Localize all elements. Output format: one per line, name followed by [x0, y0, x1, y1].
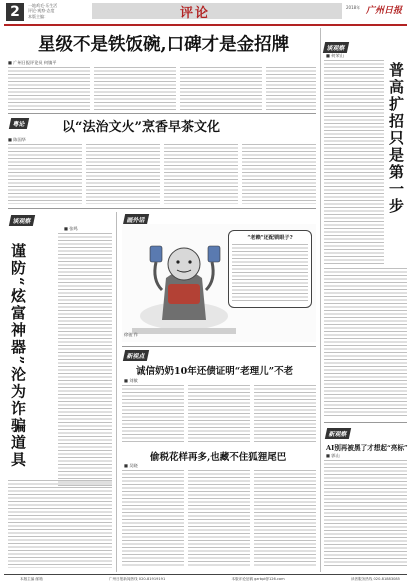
section-tag: 粤论: [9, 118, 29, 129]
middle-body: [242, 144, 316, 204]
story-two-byline: ■ 吴晓: [124, 463, 138, 468]
story-one-body: [254, 385, 316, 443]
kicker-line: 本版主编：: [28, 13, 48, 19]
story-one-title: 诚信奶奶10年还债证明“老理儿”不老: [136, 366, 294, 377]
divider: [122, 346, 316, 347]
right-column-title: 普高扩招只是第一步: [387, 62, 405, 215]
left-column-title: 谨防“炫富神器”沦为诈骗道具: [9, 243, 27, 469]
section-tag: 新观察: [325, 428, 351, 439]
lead-body: [266, 67, 316, 110]
footer-item: 本版评论征稿 gzrbpl@126.com: [231, 577, 285, 581]
section-title: 评论: [180, 6, 211, 21]
middle-title: 以“法治文火”烹香早茶文化: [62, 120, 220, 135]
masthead: [0, 0, 411, 24]
story-one-body: [188, 385, 250, 443]
divider: [8, 113, 316, 114]
footer-rule: [4, 574, 407, 575]
cartoon-caption: 徐骏 作: [124, 332, 138, 337]
masthead-date: 2018年: [346, 5, 361, 10]
paper-logo: 广州日报: [366, 6, 403, 16]
masthead-rule: [4, 24, 407, 26]
right-column-body: [324, 268, 407, 418]
column-divider: [116, 212, 117, 572]
left-column-byline: ■ 张鸣: [64, 226, 78, 231]
left-column-body: [58, 233, 112, 488]
right-column-body: [324, 60, 384, 265]
masthead-kicker: [28, 3, 57, 19]
right-bottom-title: AI别再被黑了才想起“亮标”: [326, 444, 408, 452]
middle-byline: ■ 陈国华: [8, 137, 26, 142]
divider: [324, 422, 407, 423]
story-two-body: [122, 470, 184, 568]
story-one-byline: ■ 刘敏: [124, 378, 138, 383]
lead-body: [94, 67, 176, 110]
story-two-body: [188, 470, 250, 568]
middle-body: [86, 144, 160, 204]
story-two-title: 偷税花样再多,也藏不住狐狸尾巴: [150, 452, 287, 463]
footer-item: 读者服务热线 020-81883085: [350, 577, 400, 581]
lead-body: [8, 67, 90, 110]
section-band: [92, 3, 342, 19]
footer-item: 广州日报新闻热线 020-81919191: [108, 577, 166, 581]
left-column-body: [8, 480, 112, 568]
cartoon-speech: [228, 230, 312, 308]
speech-body: [232, 244, 308, 302]
speech-title: “老赖”还配锁眼子?: [247, 235, 293, 241]
right-bottom-byline: ■ 郭山: [326, 453, 340, 458]
footer: [20, 577, 400, 582]
footer-item: 本版主编 邮箱: [20, 577, 43, 581]
middle-body: [164, 144, 238, 204]
section-tag: 谈观察: [323, 42, 349, 53]
section-tag: 谈观察: [9, 215, 35, 226]
lead-body: [180, 67, 262, 110]
lead-title: 星级不是铁饭碗,口碑才是金招牌: [38, 35, 290, 55]
section-tag: 画外话: [123, 214, 149, 225]
story-one-body: [122, 385, 184, 443]
section-tag: 新视点: [123, 350, 149, 361]
kicker-line: 一地鸡毛·乐生活: [28, 3, 58, 8]
kicker-line: 评论·观察·态度: [28, 8, 55, 14]
lead-byline: ■ 广州日报评论员 何镇平: [8, 60, 57, 65]
cartoon: [122, 224, 316, 342]
column-divider: [320, 28, 321, 572]
middle-body: [8, 144, 82, 204]
page-number: 2: [6, 3, 24, 21]
story-two-body: [254, 470, 316, 568]
right-column-byline: ■ 何荣山: [326, 53, 344, 58]
right-bottom-body: [324, 460, 407, 568]
divider: [8, 208, 316, 209]
